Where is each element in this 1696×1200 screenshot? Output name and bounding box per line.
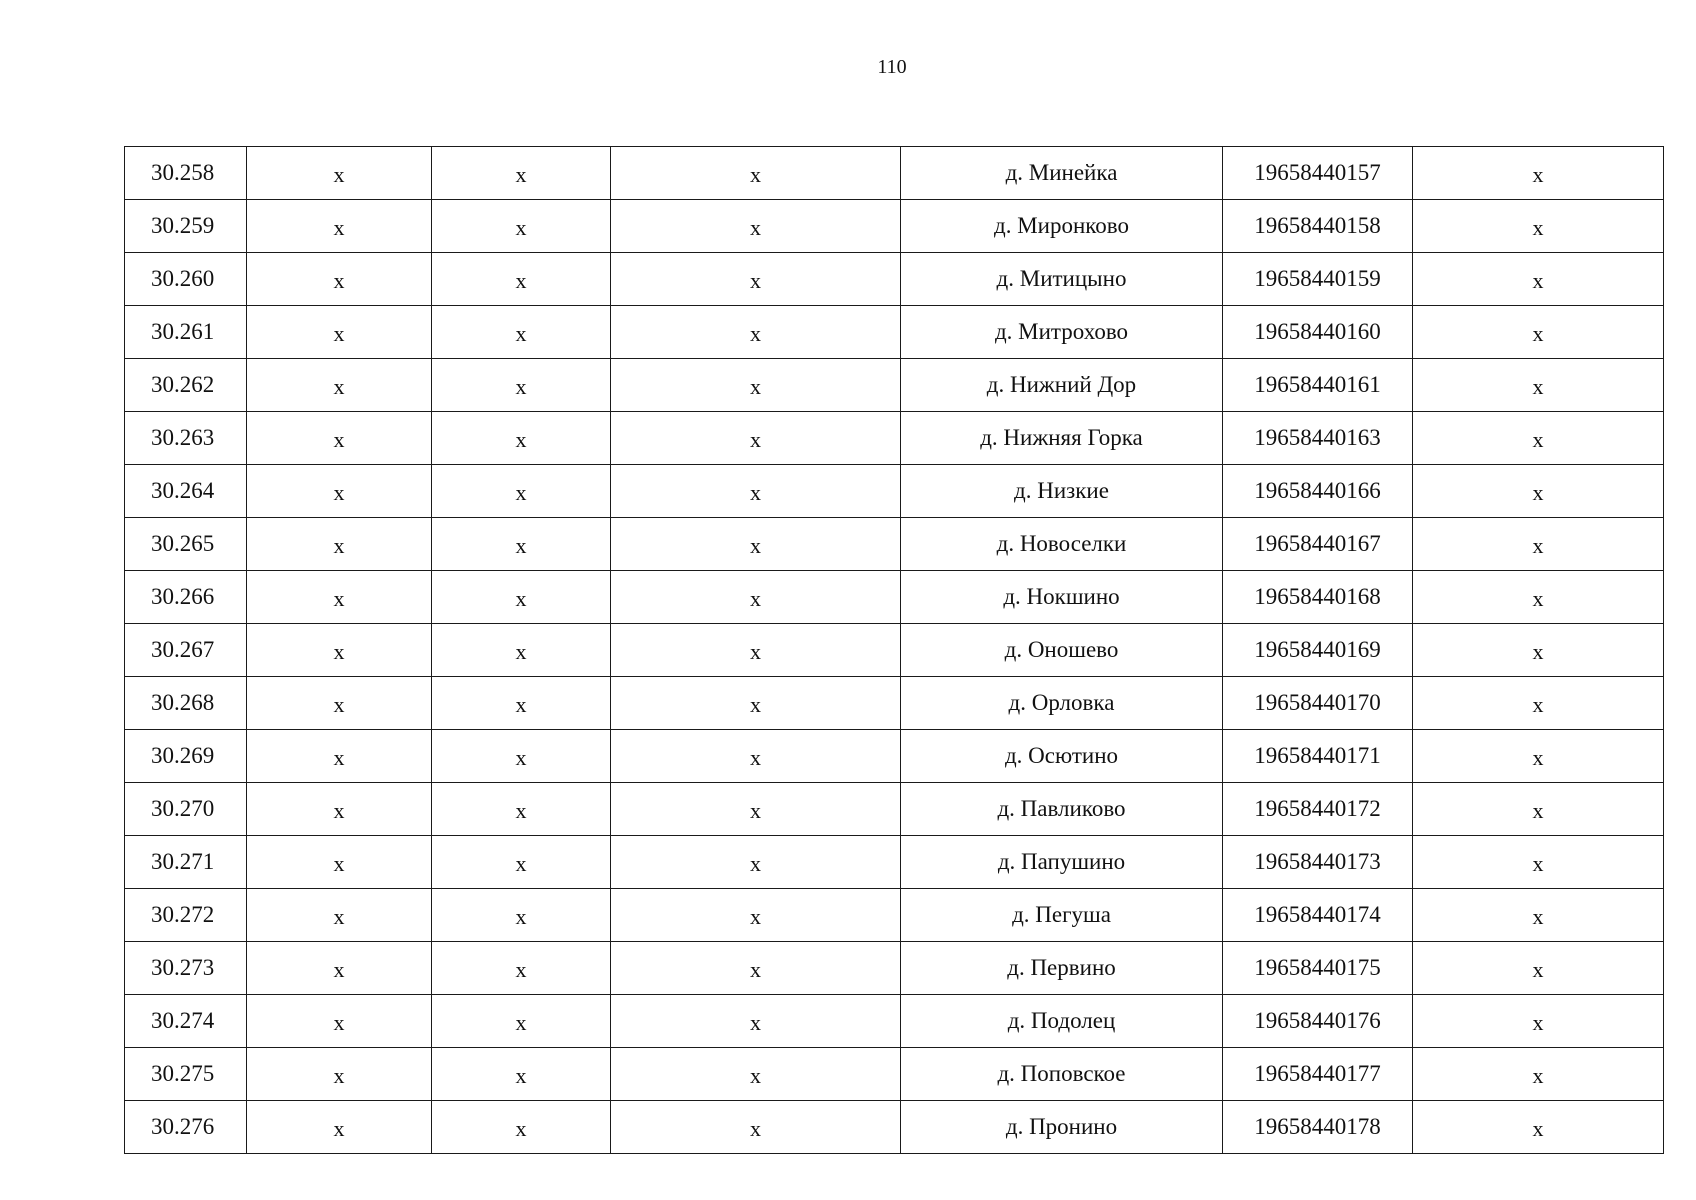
marker-cell: х — [247, 783, 432, 836]
table-row — [125, 942, 1664, 995]
marker-cell: х — [1413, 942, 1664, 995]
row-code-cell: 30.270 — [125, 783, 247, 836]
oktmo-code-cell: 19658440173 — [1223, 836, 1413, 889]
table-row — [125, 730, 1664, 783]
marker-cell: х — [432, 1048, 611, 1101]
marker-cell: х — [611, 465, 901, 518]
row-code-cell: 30.274 — [125, 995, 247, 1048]
oktmo-code-cell: 19658440158 — [1223, 200, 1413, 253]
row-code-cell: 30.266 — [125, 571, 247, 624]
settlement-name-cell: д. Павликово — [901, 783, 1223, 836]
oktmo-code-cell: 19658440171 — [1223, 730, 1413, 783]
row-code-cell: 30.273 — [125, 942, 247, 995]
row-code-cell: 30.272 — [125, 889, 247, 942]
table-row — [125, 147, 1664, 200]
marker-cell: х — [611, 359, 901, 412]
settlement-name-cell: д. Пегуша — [901, 889, 1223, 942]
settlement-name-cell: д. Нижний Дор — [901, 359, 1223, 412]
row-code-cell: 30.262 — [125, 359, 247, 412]
marker-cell: х — [432, 942, 611, 995]
marker-cell: х — [247, 1048, 432, 1101]
marker-cell: х — [611, 677, 901, 730]
marker-cell: х — [247, 200, 432, 253]
row-code-cell: 30.265 — [125, 518, 247, 571]
marker-cell: х — [432, 359, 611, 412]
settlement-name-cell: д. Митрохово — [901, 306, 1223, 359]
oktmo-code-cell: 19658440166 — [1223, 465, 1413, 518]
marker-cell: х — [247, 147, 432, 200]
table-row — [125, 1048, 1664, 1101]
marker-cell: х — [432, 836, 611, 889]
marker-cell: х — [611, 518, 901, 571]
table-row — [125, 783, 1664, 836]
marker-cell: х — [247, 359, 432, 412]
settlement-register-table — [124, 146, 1664, 1154]
table-body — [125, 147, 1664, 1154]
oktmo-code-cell: 19658440174 — [1223, 889, 1413, 942]
marker-cell: х — [611, 889, 901, 942]
row-code-cell: 30.267 — [125, 624, 247, 677]
oktmo-code-cell: 19658440160 — [1223, 306, 1413, 359]
marker-cell: х — [247, 571, 432, 624]
table-row — [125, 253, 1664, 306]
table-row — [125, 465, 1664, 518]
marker-cell: х — [1413, 889, 1664, 942]
marker-cell: х — [611, 942, 901, 995]
marker-cell: х — [247, 518, 432, 571]
marker-cell: х — [432, 200, 611, 253]
table-row — [125, 571, 1664, 624]
settlement-name-cell: д. Поповское — [901, 1048, 1223, 1101]
marker-cell: х — [432, 147, 611, 200]
marker-cell: х — [432, 730, 611, 783]
marker-cell: х — [247, 730, 432, 783]
marker-cell: х — [432, 518, 611, 571]
oktmo-code-cell: 19658440176 — [1223, 995, 1413, 1048]
oktmo-code-cell: 19658440169 — [1223, 624, 1413, 677]
oktmo-code-cell: 19658440161 — [1223, 359, 1413, 412]
marker-cell: х — [432, 465, 611, 518]
row-code-cell: 30.263 — [125, 412, 247, 465]
table-row — [125, 518, 1664, 571]
marker-cell: х — [432, 783, 611, 836]
marker-cell: х — [1413, 624, 1664, 677]
table-row — [125, 624, 1664, 677]
marker-cell: х — [611, 730, 901, 783]
marker-cell: х — [432, 624, 611, 677]
row-code-cell: 30.271 — [125, 836, 247, 889]
marker-cell: х — [1413, 571, 1664, 624]
marker-cell: х — [1413, 253, 1664, 306]
table-row — [125, 200, 1664, 253]
settlement-name-cell: д. Нижняя Горка — [901, 412, 1223, 465]
marker-cell: х — [432, 889, 611, 942]
marker-cell: х — [432, 412, 611, 465]
marker-cell: х — [1413, 147, 1664, 200]
oktmo-code-cell: 19658440178 — [1223, 1101, 1413, 1154]
marker-cell: х — [1413, 518, 1664, 571]
settlement-name-cell: д. Папушино — [901, 836, 1223, 889]
marker-cell: х — [611, 412, 901, 465]
row-code-cell: 30.275 — [125, 1048, 247, 1101]
marker-cell: х — [247, 836, 432, 889]
table-row — [125, 889, 1664, 942]
marker-cell: х — [1413, 306, 1664, 359]
table-row — [125, 677, 1664, 730]
page-number: 110 — [877, 56, 907, 78]
row-code-cell: 30.260 — [125, 253, 247, 306]
marker-cell: х — [611, 200, 901, 253]
marker-cell: х — [1413, 730, 1664, 783]
settlement-name-cell: д. Низкие — [901, 465, 1223, 518]
marker-cell: х — [1413, 1048, 1664, 1101]
marker-cell: х — [432, 1101, 611, 1154]
settlement-name-cell: д. Минейка — [901, 147, 1223, 200]
marker-cell: х — [611, 995, 901, 1048]
marker-cell: х — [611, 836, 901, 889]
settlement-name-cell: д. Подолец — [901, 995, 1223, 1048]
oktmo-code-cell: 19658440177 — [1223, 1048, 1413, 1101]
marker-cell: х — [611, 783, 901, 836]
table-row — [125, 412, 1664, 465]
oktmo-code-cell: 19658440175 — [1223, 942, 1413, 995]
oktmo-code-cell: 19658440163 — [1223, 412, 1413, 465]
marker-cell: х — [1413, 359, 1664, 412]
table-row — [125, 836, 1664, 889]
marker-cell: х — [611, 1101, 901, 1154]
row-code-cell: 30.261 — [125, 306, 247, 359]
settlement-name-cell: д. Осютино — [901, 730, 1223, 783]
oktmo-code-cell: 19658440167 — [1223, 518, 1413, 571]
marker-cell: х — [247, 253, 432, 306]
marker-cell: х — [611, 253, 901, 306]
table-row — [125, 1101, 1664, 1154]
marker-cell: х — [432, 677, 611, 730]
marker-cell: х — [1413, 1101, 1664, 1154]
marker-cell: х — [1413, 836, 1664, 889]
marker-cell: х — [432, 306, 611, 359]
row-code-cell: 30.269 — [125, 730, 247, 783]
marker-cell: х — [1413, 412, 1664, 465]
marker-cell: х — [1413, 677, 1664, 730]
settlement-name-cell: д. Оношево — [901, 624, 1223, 677]
marker-cell: х — [432, 571, 611, 624]
marker-cell: х — [611, 624, 901, 677]
marker-cell: х — [247, 306, 432, 359]
marker-cell: х — [247, 1101, 432, 1154]
marker-cell: х — [247, 412, 432, 465]
row-code-cell: 30.276 — [125, 1101, 247, 1154]
settlement-name-cell: д. Первино — [901, 942, 1223, 995]
oktmo-code-cell: 19658440172 — [1223, 783, 1413, 836]
oktmo-code-cell: 19658440168 — [1223, 571, 1413, 624]
marker-cell: х — [432, 253, 611, 306]
table-row — [125, 306, 1664, 359]
settlement-name-cell: д. Новоселки — [901, 518, 1223, 571]
oktmo-code-cell: 19658440157 — [1223, 147, 1413, 200]
marker-cell: х — [247, 624, 432, 677]
marker-cell: х — [247, 942, 432, 995]
row-code-cell: 30.259 — [125, 200, 247, 253]
row-code-cell: 30.264 — [125, 465, 247, 518]
marker-cell: х — [247, 889, 432, 942]
table-row — [125, 995, 1664, 1048]
oktmo-code-cell: 19658440159 — [1223, 253, 1413, 306]
marker-cell: х — [611, 147, 901, 200]
marker-cell: х — [1413, 200, 1664, 253]
marker-cell: х — [611, 571, 901, 624]
settlement-name-cell: д. Нокшино — [901, 571, 1223, 624]
marker-cell: х — [611, 306, 901, 359]
marker-cell: х — [247, 995, 432, 1048]
row-code-cell: 30.258 — [125, 147, 247, 200]
marker-cell: х — [1413, 783, 1664, 836]
marker-cell: х — [1413, 465, 1664, 518]
marker-cell: х — [432, 995, 611, 1048]
settlement-name-cell: д. Орловка — [901, 677, 1223, 730]
marker-cell: х — [1413, 995, 1664, 1048]
settlement-name-cell: д. Митицыно — [901, 253, 1223, 306]
oktmo-code-cell: 19658440170 — [1223, 677, 1413, 730]
marker-cell: х — [611, 1048, 901, 1101]
settlement-name-cell: д. Миронково — [901, 200, 1223, 253]
marker-cell: х — [247, 465, 432, 518]
table-row — [125, 359, 1664, 412]
settlement-name-cell: д. Пронино — [901, 1101, 1223, 1154]
marker-cell: х — [247, 677, 432, 730]
row-code-cell: 30.268 — [125, 677, 247, 730]
